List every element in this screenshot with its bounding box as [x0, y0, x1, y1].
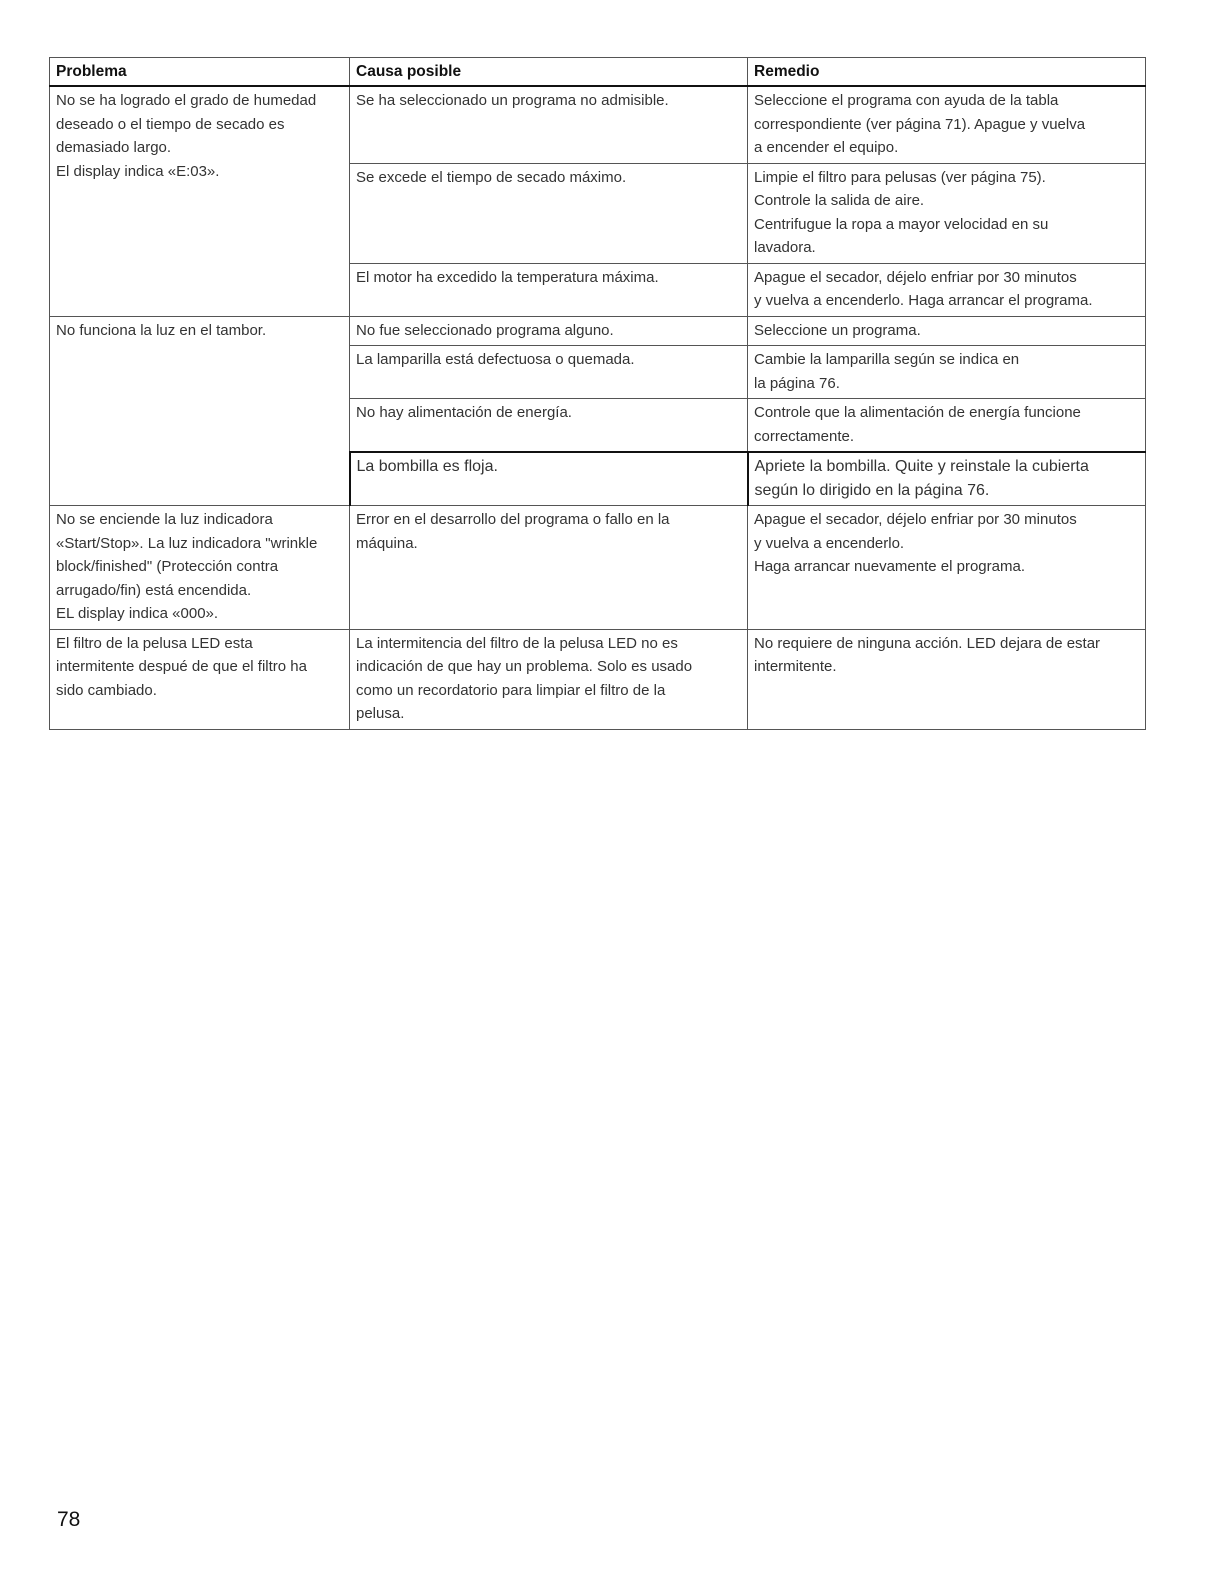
cause-line: La intermitencia del filtro de la pelusa LED no es [356, 634, 678, 652]
remedy-cell [748, 316, 1146, 346]
header-problema: Problema [50, 58, 350, 87]
cause-line: Se excede el tiempo de secado máximo. [356, 168, 627, 186]
remedy-line: Haga arrancar nuevamente el programa. [754, 558, 1025, 575]
table-row [50, 506, 1146, 630]
problem-line: «Start/Stop». La luz indicadora "wrinkle [56, 534, 318, 552]
problem-line: arrugado/fin) está encendida. [56, 581, 252, 599]
remedy-line: Apriete la bombilla. Quite y reinstale la cubierta [754, 458, 1089, 475]
problem-cell [50, 316, 350, 506]
cause-cell [350, 452, 748, 506]
remedy-line: Apague el secador, déjelo enfriar por 30 minutos [754, 268, 1077, 286]
remedy-line: Controle que la alimentación de energía funcione [754, 404, 1081, 421]
cause-line: como un recordatorio para limpiar el filtro de la [356, 681, 666, 699]
problem-line: block/finished" (Protección contra [56, 558, 279, 575]
cause-line: pelusa. [356, 705, 405, 722]
remedy-line: Limpie el filtro para pelusas (ver página 75). [754, 168, 1046, 186]
problem-line: deseado o el tiempo de secado es [56, 115, 285, 133]
cause-cell [350, 346, 748, 399]
remedy-line: y vuelva a encenderlo. [754, 534, 905, 552]
header-causa-posible: Causa posible [350, 58, 748, 87]
remedy-line: Centrifugue la ropa a mayor velocidad en su [754, 215, 1049, 233]
cause-line: La bombilla es floja. [356, 458, 498, 475]
problem-line: demasiado largo. [56, 139, 172, 156]
cause-cell [350, 629, 748, 729]
cause-line: Error en el desarrollo del programa o fallo en la [356, 511, 670, 528]
cause-line: máquina. [356, 534, 418, 552]
remedy-cell [748, 629, 1146, 729]
problem-line: sido cambiado. [56, 681, 157, 699]
troubleshooting-table [49, 57, 1146, 730]
table-row [50, 316, 1146, 346]
remedy-cell [748, 399, 1146, 453]
cause-line: No hay alimentación de energía. [356, 404, 572, 421]
problem-line: El filtro de la pelusa LED esta [56, 634, 253, 652]
remedy-line: la página 76. [754, 374, 840, 392]
cause-cell [350, 399, 748, 453]
table-header-row [50, 58, 1146, 87]
cause-line: La lamparilla está defectuosa o quemada. [356, 351, 635, 368]
remedy-line: Seleccione un programa. [754, 321, 921, 339]
cause-cell [350, 263, 748, 316]
problem-line: intermitente despué de que el filtro ha [56, 658, 307, 675]
remedy-cell [748, 452, 1146, 506]
problem-cell [50, 86, 350, 316]
problem-line: El display indica «E:03». [56, 162, 220, 180]
remedy-cell [748, 506, 1146, 630]
remedy-line: No requiere de ninguna acción. LED dejara de estar [754, 634, 1101, 652]
remedy-line: y vuelva a encenderlo. Haga arrancar el programa. [754, 292, 1093, 309]
problem-line: No funciona la luz en el tambor. [56, 321, 267, 339]
remedy-line: Apague el secador, déjelo enfriar por 30 minutos [754, 511, 1077, 528]
header-remedio: Remedio [748, 58, 1146, 87]
remedy-line: Controle la salida de aire. [754, 192, 925, 209]
cause-line: Se ha seleccionado un programa no admisible. [356, 92, 669, 109]
problem-cell [50, 506, 350, 630]
page-number: 78 [57, 1508, 81, 1531]
remedy-cell [748, 86, 1146, 163]
remedy-line: a encender el equipo. [754, 139, 899, 156]
cause-cell [350, 316, 748, 346]
remedy-cell [748, 346, 1146, 399]
remedy-line: lavadora. [754, 239, 816, 256]
problem-line: EL display indica «000». [56, 605, 219, 622]
cause-cell [350, 163, 748, 263]
table-row [50, 629, 1146, 729]
cause-cell [350, 86, 748, 163]
remedy-line: intermitente. [754, 658, 837, 675]
remedy-line: según lo dirigido en la página 76. [754, 481, 990, 499]
cause-line: El motor ha excedido la temperatura máxima. [356, 268, 659, 286]
remedy-line: correspondiente (ver página 71). Apague y vuelva [754, 115, 1086, 133]
remedy-line: Seleccione el programa con ayuda de la tabla [754, 92, 1059, 109]
cause-line: No fue seleccionado programa alguno. [356, 321, 614, 339]
remedy-cell [748, 263, 1146, 316]
remedy-line: correctamente. [754, 427, 855, 445]
cause-line: indicación de que hay un problema. Solo es usado [356, 658, 693, 675]
problem-cell [50, 629, 350, 729]
problem-line: No se enciende la luz indicadora [56, 511, 273, 528]
remedy-cell [748, 163, 1146, 263]
table-row [50, 86, 1146, 163]
cause-cell [350, 506, 748, 630]
problem-line: No se ha logrado el grado de humedad [56, 92, 317, 109]
remedy-line: Cambie la lamparilla según se indica en [754, 351, 1020, 368]
